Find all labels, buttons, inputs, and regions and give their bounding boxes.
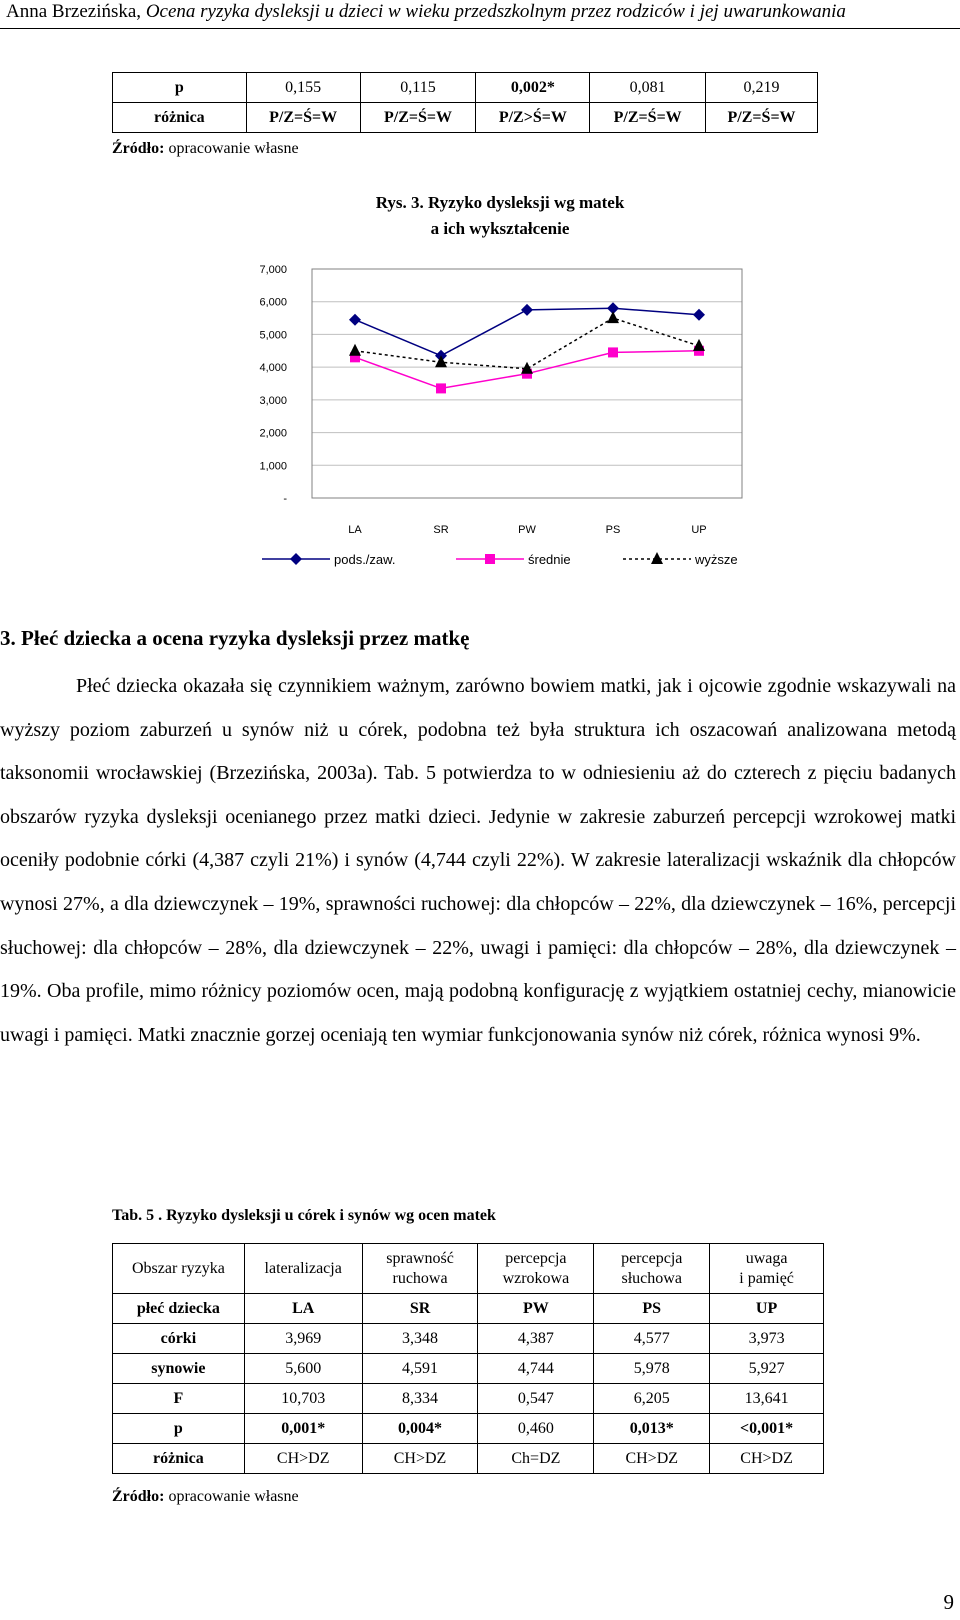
table-cell: P/Z=Ś=W <box>246 103 360 133</box>
table-cell: P/Z>Ś=W <box>476 103 590 133</box>
x-tick-label: SR <box>433 524 449 536</box>
table-cell: Ch=DZ <box>478 1444 594 1474</box>
table-cell: 8,334 <box>362 1384 478 1414</box>
series-line-2 <box>355 318 699 369</box>
data-point <box>608 347 618 357</box>
row-label: p <box>113 1414 245 1444</box>
y-tick-label: 7,000 <box>259 265 287 276</box>
header-cell <box>362 1244 478 1294</box>
figure-caption <box>340 190 660 242</box>
table-cell: 3,969 <box>244 1324 362 1354</box>
row-label: różnica <box>113 103 247 133</box>
y-tick-label: 6,000 <box>259 296 287 309</box>
table-cell: 5,600 <box>244 1354 362 1384</box>
table-cell: <0,001* <box>710 1414 824 1444</box>
running-header <box>0 0 960 29</box>
table-cell: P/Z=Ś=W <box>590 103 706 133</box>
header-cell <box>244 1244 362 1294</box>
figure-caption-line-1: Rys. 3. Ryzyko dysleksji wg matek <box>375 193 625 212</box>
table-cell: CH>DZ <box>244 1444 362 1474</box>
x-tick-label: PS <box>605 524 621 536</box>
table-cell: CH>DZ <box>594 1444 710 1474</box>
table-cell: 4,577 <box>594 1324 710 1354</box>
data-point <box>436 383 446 393</box>
table-cell: 0,155 <box>246 73 360 103</box>
table-row <box>113 103 818 133</box>
x-tick-label: UP <box>691 524 707 536</box>
table-subheader-row <box>113 1294 824 1324</box>
table-cell: 0,002* <box>476 73 590 103</box>
table-row <box>113 1444 824 1474</box>
subheader-cell: SR <box>362 1294 478 1324</box>
row-label: p <box>113 73 247 103</box>
table-cell: CH>DZ <box>710 1444 824 1474</box>
header-cell <box>594 1244 710 1294</box>
table-cell: 4,591 <box>362 1354 478 1384</box>
plot-area <box>312 269 742 498</box>
table-caption: Tab. 5 . Ryzyko dysleksji u córek i synów wg ocen matek <box>112 1207 496 1224</box>
table-row <box>113 1354 824 1384</box>
header-cell-line: percepcja <box>505 1249 567 1267</box>
header-cell: Obszar ryzyka <box>113 1244 245 1294</box>
line-chart <box>0 265 960 585</box>
data-point <box>693 309 705 321</box>
y-tick-label: 5,000 <box>259 329 287 342</box>
table-cell: 0,013* <box>594 1414 710 1444</box>
section-title: 3. Płeć dziecka a ocena ryzyka dysleksji przez matkę <box>0 626 470 650</box>
source-label: Źródło: <box>112 140 165 157</box>
source-note-1 <box>112 140 299 158</box>
header-cell-line: uwaga <box>745 1249 788 1267</box>
table-row <box>113 1324 824 1354</box>
table-cell: 0,460 <box>478 1414 594 1444</box>
table-cell: 0,547 <box>478 1384 594 1414</box>
table-row <box>113 73 818 103</box>
table-cell: P/Z=Ś=W <box>360 103 476 133</box>
page-number: 9 <box>943 1590 954 1614</box>
x-tick-label: LA <box>348 524 362 536</box>
legend-marker <box>651 552 663 564</box>
table-cell: 4,387 <box>478 1324 594 1354</box>
legend-marker <box>485 554 495 564</box>
source-text: opracowanie własne <box>168 1488 299 1505</box>
table-cell: 6,205 <box>594 1384 710 1414</box>
subheader-cell: PS <box>594 1294 710 1324</box>
table-cell: 4,744 <box>478 1354 594 1384</box>
subheader-cell: płeć dziecka <box>113 1294 245 1324</box>
header-cell-line: ruchowa <box>392 1269 448 1287</box>
row-label: synowie <box>113 1354 245 1384</box>
y-tick-label: - <box>283 493 287 505</box>
legend-label: średnie <box>528 552 571 567</box>
header-cell-line: wzrokowa <box>502 1269 570 1287</box>
y-tick-label: 3,000 <box>259 394 287 407</box>
legend-marker <box>290 553 302 565</box>
header-author: Anna Brzezińska, <box>6 1 142 22</box>
subheader-cell: UP <box>710 1294 824 1324</box>
table-cell: CH>DZ <box>362 1444 478 1474</box>
header-cell-line: sprawność <box>386 1249 454 1267</box>
subheader-cell: LA <box>244 1294 362 1324</box>
table-row <box>113 1384 824 1414</box>
table-row <box>113 1414 824 1444</box>
y-tick-label: 1,000 <box>259 460 287 473</box>
table-cell: 3,973 <box>710 1324 824 1354</box>
x-tick-label: PW <box>518 524 536 536</box>
header-cell-line: słuchowa <box>621 1269 682 1287</box>
header-title: Ocena ryzyka dysleksji u dzieci w wieku przedszkolnym przez rodziców i jej uwarunkowania <box>145 1 846 22</box>
table-header-row <box>113 1244 824 1294</box>
data-point <box>607 311 619 323</box>
header-cell-line: i pamięć <box>739 1269 794 1287</box>
row-label: różnica <box>113 1444 245 1474</box>
source-text: opracowanie własne <box>168 140 299 157</box>
header-cell <box>710 1244 824 1294</box>
body-paragraph: Płeć dziecka okazała się czynnikiem ważnym, zarówno bowiem matki, jak i ojcowie zgodnie wskazywali na wyższy poziom zaburzeń u synów niż u córek, podobna też była struktura ich oszacowań analizowana metodą taksonomii wrocławskiej (Brzezińska, 2003a). Tab. 5 potwierdza to w odniesieniu aż do czterech z pięciu badanych obszarów ryzyka dysleksji ocenianego przez matki dzieci. Jedynie w zakresie zaburzeń percepcji wzrokowej matki oceniły podobnie córki (4,387 czyli 21%) i synów (4,744 czyli 22%). W zakresie lateralizacji wskaźnik dla chłopców wynosi 27%, a dla dziewczynek – 19%, sprawności ruchowej: dla chłopców – 22%, dla dziewczynek – 16%, percepcji słuchowej: dla chłopców – 28%, dla dziewczynek – 22%, uwagi i pamięci: dla chłopców – 28%, dla dziewczynek – 19%. Oba profile, mimo różnicy poziomów ocen, mają podobną konfigurację z wyjątkiem ostatniej cechy, mianowicie uwagi i pamięci. Matki znacznie gorzej oceniają ten wymiar funkcjonowania synów niż córek, różnica wynosi 9%. <box>0 675 956 1046</box>
table-cell: 0,001* <box>244 1414 362 1444</box>
y-tick-label: 4,000 <box>259 362 287 375</box>
figure-caption-line-2: a ich wykształcenie <box>430 219 570 238</box>
table-cell: 10,703 <box>244 1384 362 1414</box>
table-cell: 5,978 <box>594 1354 710 1384</box>
legend-label: pods./zaw. <box>334 552 396 567</box>
row-label: córki <box>113 1324 245 1354</box>
table-cell: 0,081 <box>590 73 706 103</box>
subheader-cell: PW <box>478 1294 594 1324</box>
data-point <box>521 304 533 316</box>
source-label: Źródło: <box>112 1488 165 1505</box>
header-cell-line: percepcja <box>621 1249 683 1267</box>
top-table <box>112 72 818 133</box>
table-cell: 3,348 <box>362 1324 478 1354</box>
data-point <box>693 339 705 351</box>
table-cell: 13,641 <box>710 1384 824 1414</box>
row-label: F <box>113 1384 245 1414</box>
table-cell: 0,115 <box>360 73 476 103</box>
header-cell-line: lateralizacja <box>264 1259 342 1277</box>
legend-label: wyższe <box>695 552 738 567</box>
table-cell: P/Z=Ś=W <box>706 103 818 133</box>
table-cell: 0,219 <box>706 73 818 103</box>
data-point <box>349 314 361 326</box>
table-cell: 0,004* <box>362 1414 478 1444</box>
table-cell: 5,927 <box>710 1354 824 1384</box>
table-5 <box>112 1243 824 1474</box>
header-cell <box>478 1244 594 1294</box>
source-note-2 <box>112 1488 299 1506</box>
data-point <box>349 344 361 356</box>
y-tick-label: 2,000 <box>259 427 287 440</box>
